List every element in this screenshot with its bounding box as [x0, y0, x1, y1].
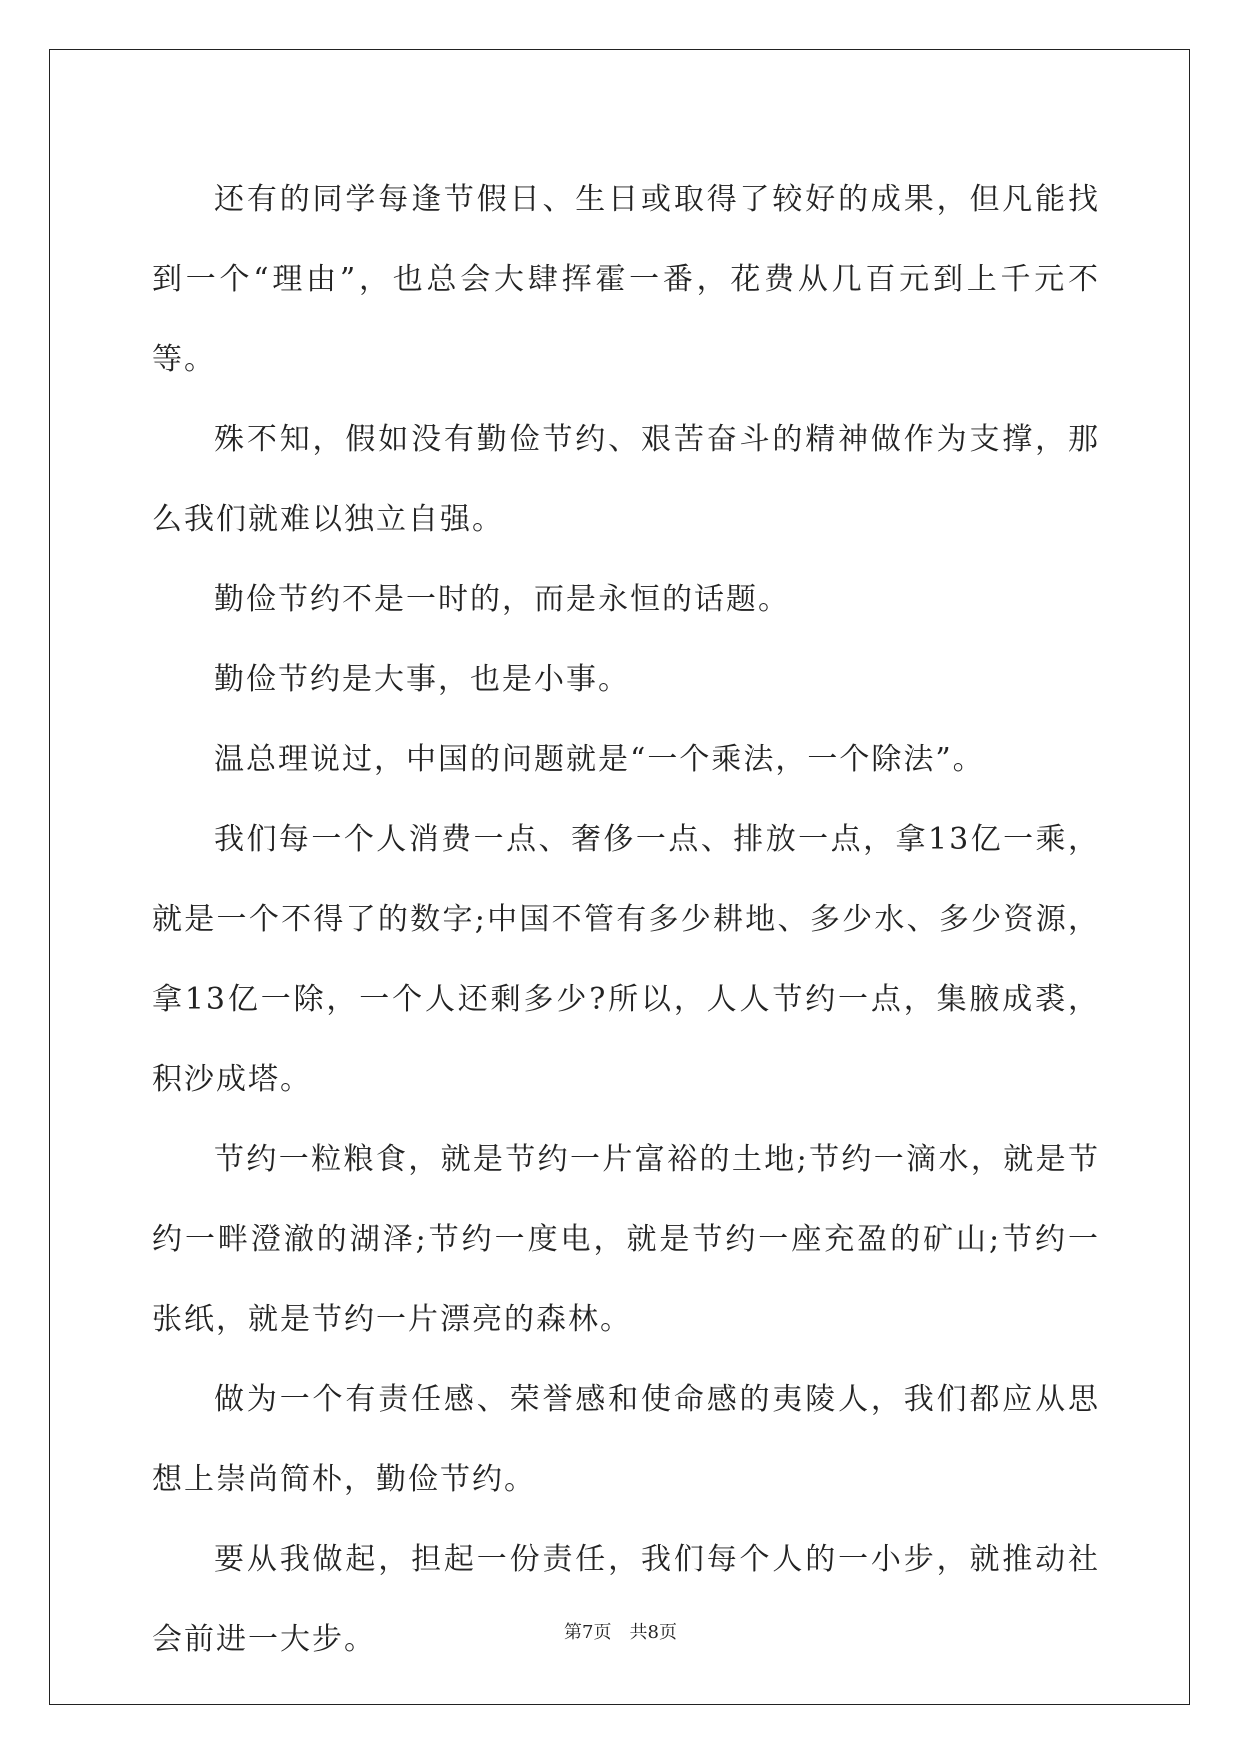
page-current: 第7页 — [564, 1622, 612, 1643]
page-total: 共8页 — [629, 1622, 677, 1643]
paragraph-1: 还有的同学每逢节假日、生日或取得了较好的成果，但凡能找到一个“理由”，也总会大肆挥霍一番，花费从几百元到上千元不等。 — [152, 182, 1100, 377]
paragraph-7: 节约一粒粮食，就是节约一片富裕的土地;节约一滴水，就是节约一畔澄澈的湖泽;节约一度电，就是节约一座充盈的矿山;节约一张纸，就是节约一片漂亮的森林。 — [152, 1142, 1100, 1337]
document-body — [152, 160, 1100, 1680]
paragraph-5: 温总理说过，中国的问题就是“一个乘法，一个除法”。 — [214, 742, 985, 777]
paragraph-9: 要从我做起，担起一份责任，我们每个人的一小步，就推动社会前进一大步。 — [152, 1542, 1100, 1657]
paragraph-3: 勤俭节约不是一时的，而是永恒的话题。 — [214, 582, 790, 617]
paragraph-6: 我们每一个人消费一点、奢侈一点、排放一点，拿13亿一乘，就是一个不得了的数字;中国不管有多少耕地、多少水、多少资源，拿13亿一除，一个人还剩多少?所以，人人节约一点，集腋成裘，积沙成塔。 — [152, 822, 1100, 1097]
page-footer — [0, 1618, 1241, 1644]
paragraph-2: 殊不知，假如没有勤俭节约、艰苦奋斗的精神做作为支撑，那么我们就难以独立自强。 — [152, 422, 1100, 537]
paragraph-8: 做为一个有责任感、荣誉感和使命感的夷陵人，我们都应从思想上崇尚简朴，勤俭节约。 — [152, 1382, 1100, 1497]
paragraph-4: 勤俭节约是大事，也是小事。 — [214, 662, 630, 697]
